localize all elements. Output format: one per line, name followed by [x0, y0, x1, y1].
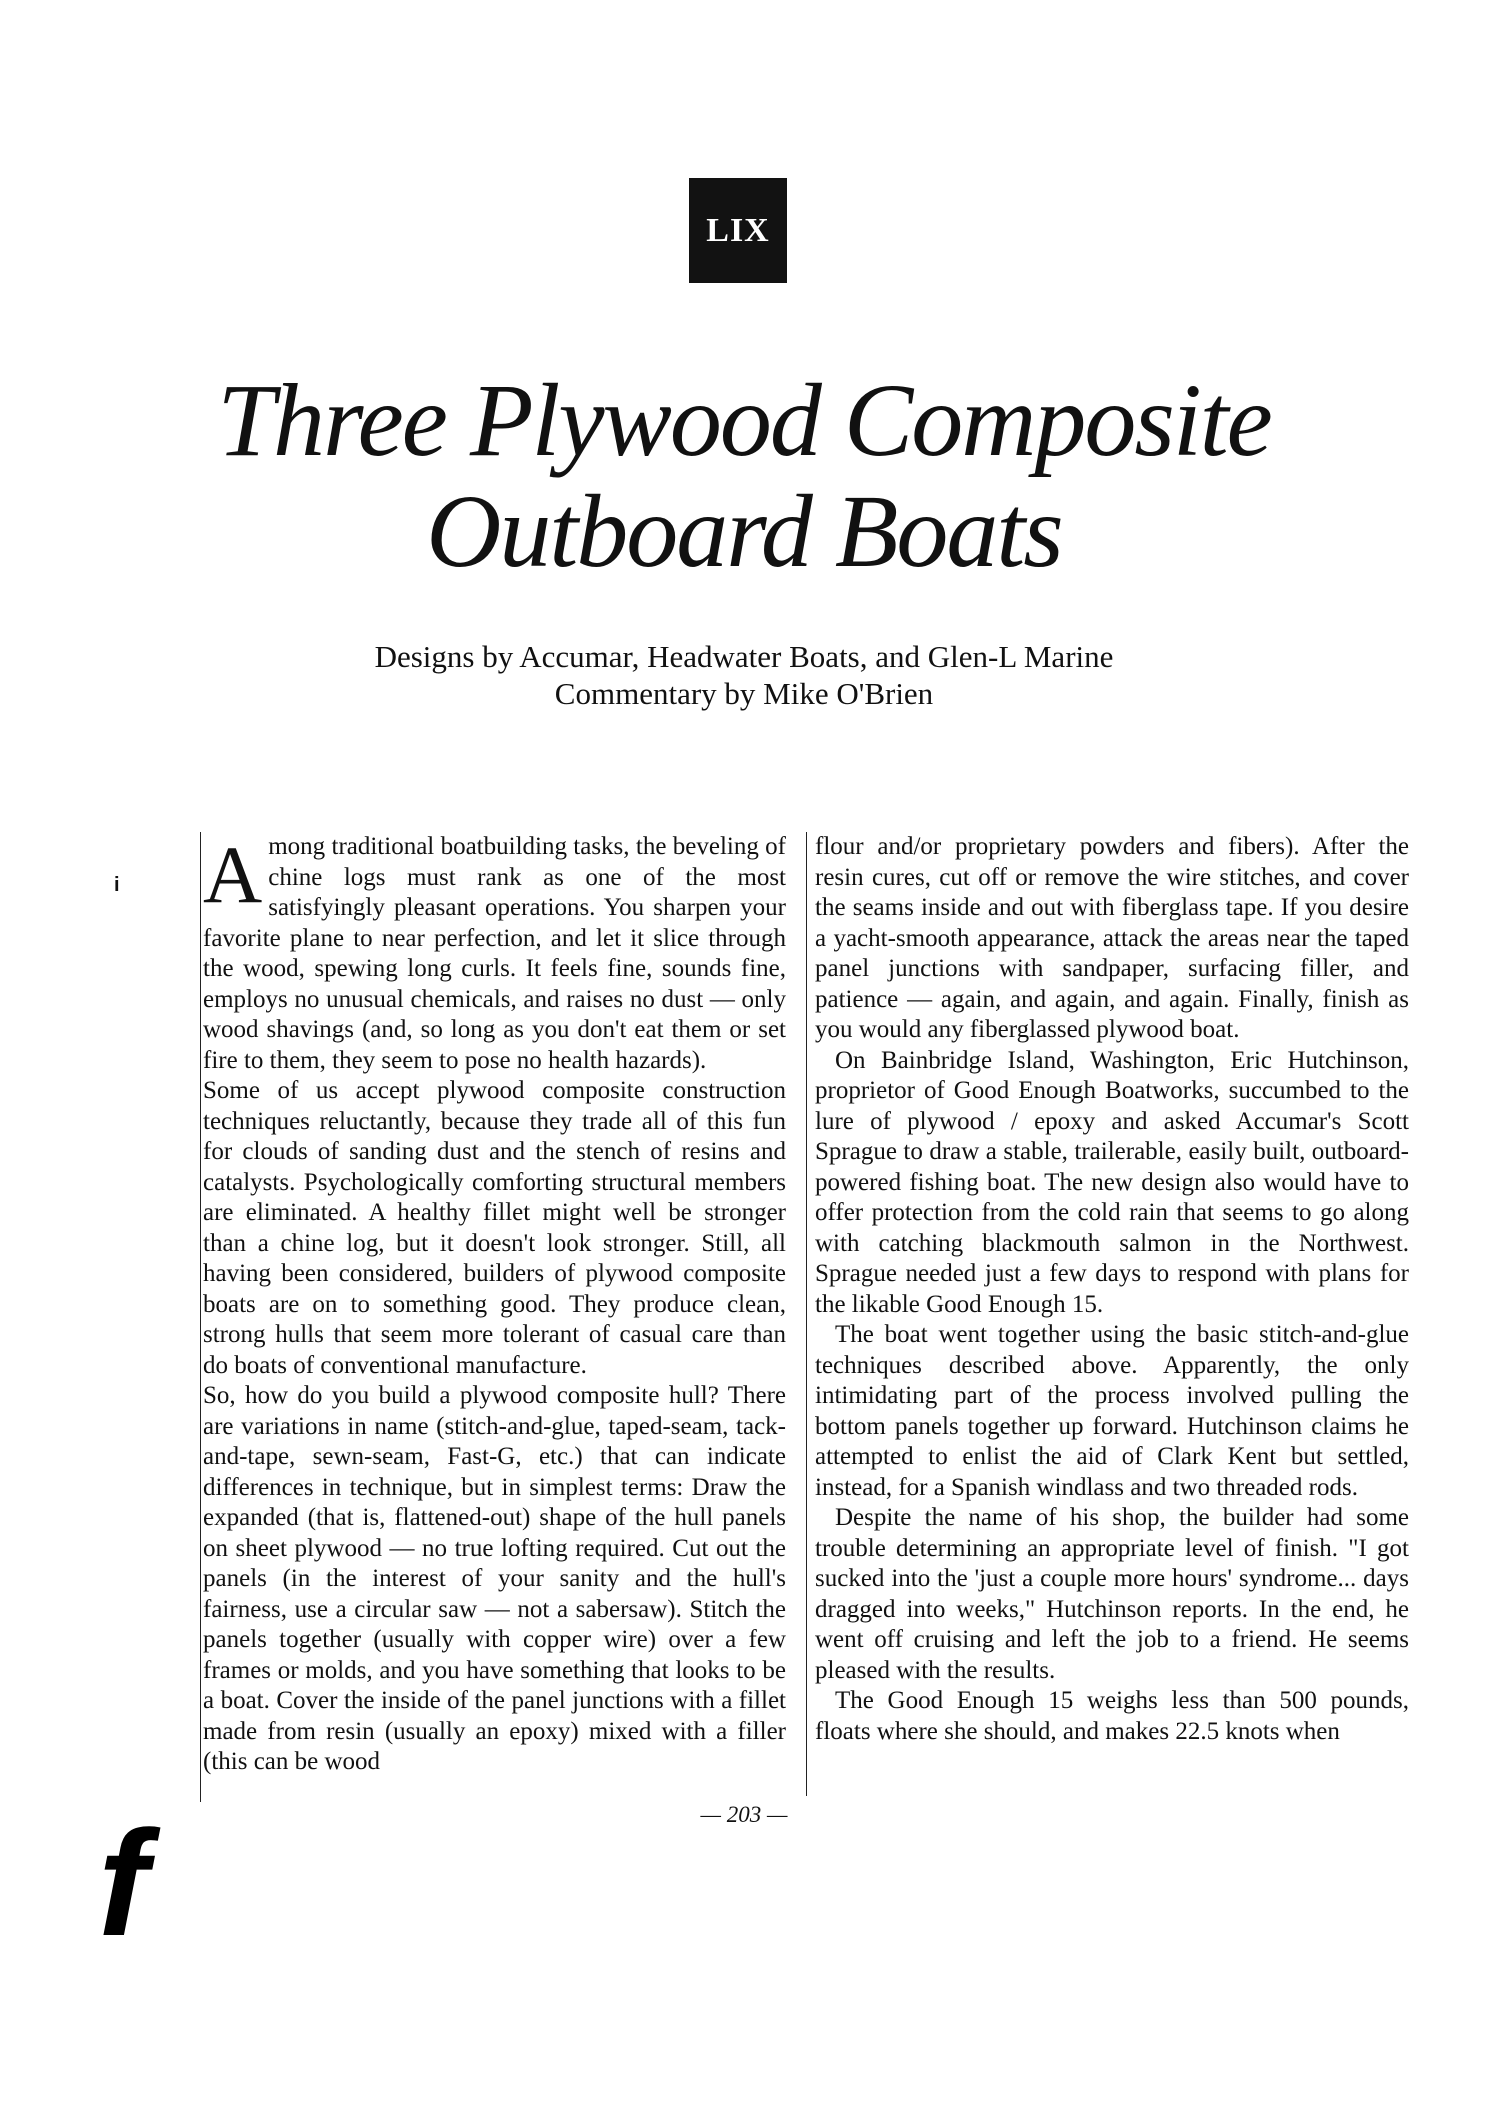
paragraph: On Bainbridge Island, Washington, Eric Hutchinson, proprietor of Good Enough Boatworks, succumbed to the lure of plywood / epoxy and asked Accumar's Scott Sprague to draw a stable, trailerable, easily built, outboard-powered fishing boat. The new design also would have to offer protection from the cold rain that seems to go along with catching blackmouth salmon in the Northwest. Sprague needed just a few days to respond with plans for the likable Good Enough 15.: [815, 1046, 1409, 1318]
paragraph-text: mong traditional boatbuilding tasks, the beveling of chine logs must rank as one of the most satisfyingly pleasant operations. You sharpen your favorite plane to near perfection, and let it slice through the wood, spewing long curls. It feels fine, sounds fine, employs no unusual chemicals, and raises no dust — only wood shavings (and, so long as you don't eat them or set fire to them, they seem to pose no health hazards).: [203, 833, 786, 1074]
paragraph: Despite the name of his shop, the builder had some trouble determining an appropriate level of finish. "I got sucked into the 'just a couple more hours' syndrome... days dragged into weeks," Hutchinson reports. In the end, he went off cruising and left the job to a friend. He seems pleased with the results.: [815, 1504, 1409, 1684]
page-number: — 203 —: [700, 1802, 788, 1827]
paragraph: [203, 829, 786, 1076]
chapter-number-badge: LIX: [689, 178, 787, 283]
paragraph: The Good Enough 15 weighs less than 500 pounds, floats where she should, and makes 22.5 knots when: [815, 1687, 1409, 1745]
title-line-2: Outboard Boats: [426, 474, 1062, 589]
right-column: [806, 832, 1409, 1796]
paragraph: flour and/or proprietary powders and fibers). After the resin cures, cut off or remove the wire stitches, and cover the seams inside and out with fiberglass tape. If you desire a yacht-smooth appearance, attack the areas near the taped panel junctions with sandpaper, surfacing filler, and patience — again, and again, and again. Finally, finish as you would any fiberglassed plywood boat.: [815, 833, 1409, 1043]
subtitle-designers: Designs by Accumar, Headwater Boats, and Glen-L Marine: [374, 639, 1114, 674]
left-column: [200, 829, 786, 1802]
subtitle-commentary: Commentary by Mike O'Brien: [554, 676, 934, 711]
margin-mark: i: [114, 874, 120, 896]
drop-cap: A: [203, 829, 263, 920]
chapter-title: [0, 365, 1488, 587]
corner-glyph: f: [98, 1799, 148, 1967]
subtitle: [0, 638, 1488, 712]
title-line-1: Three Plywood Composite: [217, 363, 1271, 478]
paragraph: Some of us accept plywood composite construction techniques reluctantly, because they trade all of this fun for clouds of sanding dust and the stench of resins and catalysts. Psychologically comforting structural members are eliminated. A healthy fillet might well be stronger than a chine log, but it doesn't look stronger. Still, all having been considered, builders of plywood composite boats are on to something good. They produce clean, strong hulls that seem more tolerant of casual care than do boats of conventional manufacture.: [203, 1077, 786, 1379]
paragraph: So, how do you build a plywood composite hull? There are variations in name (stitch-and-glue, taped-seam, tack-and-tape, sewn-seam, Fast-G, etc.) that can indicate differences in technique, but in simplest terms: Draw the expanded (that is, flattened-out) shape of the hull panels on sheet plywood — no true lofting required. Cut out the panels (in the interest of your sanity and the hull's fairness, use a circular saw — not a sabersaw). Stitch the panels together (usually with copper wire) over a few frames or molds, and you have something that looks to be a boat. Cover the inside of the panel junctions with a fillet made from resin (usually an epoxy) mixed with a filler (this can be wood: [203, 1382, 786, 1775]
paragraph: The boat went together using the basic stitch-and-glue techniques described above. Apparently, the only intimidating part of the process involved pulling the bottom panels together up forward. Hutchinson claims he attempted to enlist the aid of Clark Kent but settled, instead, for a Spanish windlass and two threaded rods.: [815, 1321, 1409, 1501]
